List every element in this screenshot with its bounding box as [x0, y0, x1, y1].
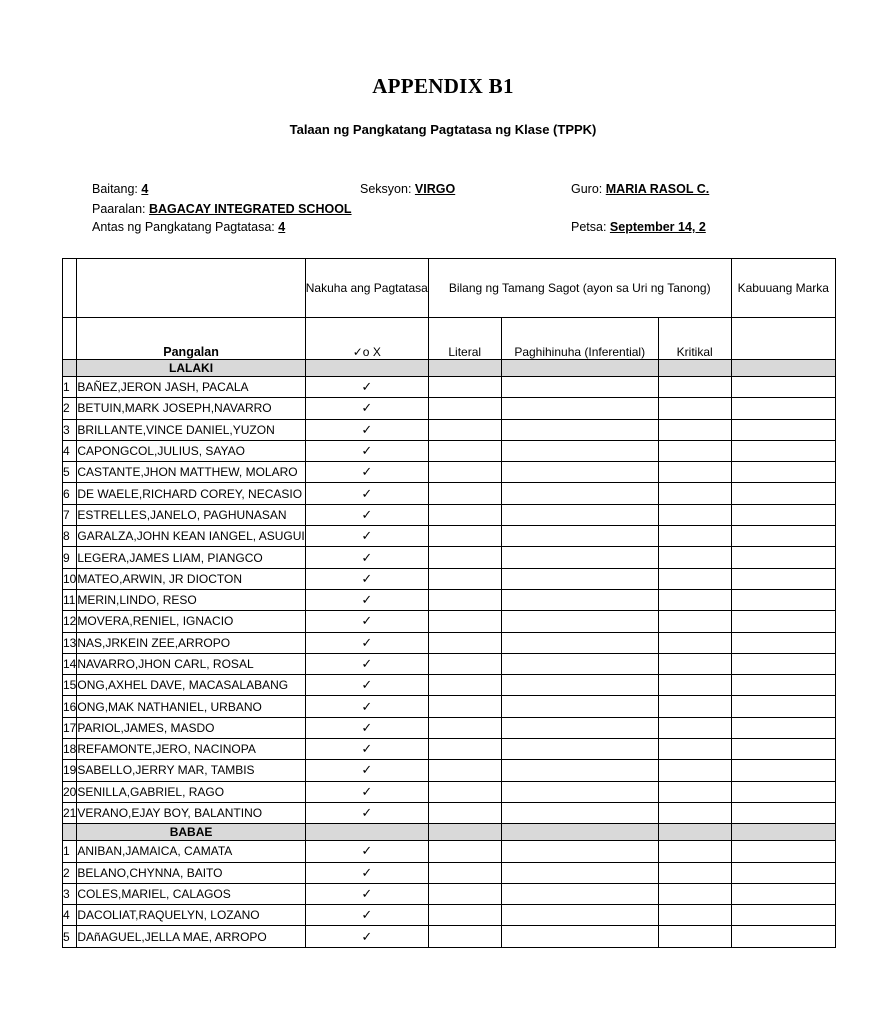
kabuuang-cell[interactable] [731, 675, 835, 696]
paghihinuha-cell[interactable] [501, 905, 658, 926]
kritikal-cell[interactable] [658, 377, 731, 398]
check-mark: ✓ [305, 802, 428, 823]
col-literal: Literal [428, 318, 501, 360]
kabuuang-cell[interactable] [731, 611, 835, 632]
table-row [63, 760, 836, 781]
group-cell [731, 360, 835, 377]
paghihinuha-cell[interactable] [501, 653, 658, 674]
kabuuang-cell[interactable] [731, 462, 835, 483]
literal-cell[interactable] [428, 611, 501, 632]
paghihinuha-cell[interactable] [501, 717, 658, 738]
seksyon-label: Seksyon: [360, 182, 412, 196]
check-mark: ✓ [305, 926, 428, 947]
row-number: 2 [63, 398, 77, 419]
literal-cell[interactable] [428, 739, 501, 760]
kritikal-cell[interactable] [658, 781, 731, 802]
kabuuang-cell[interactable] [731, 883, 835, 904]
student-name: DAñAGUEL,JELLA MAE, ARROPO [77, 926, 305, 947]
check-mark: ✓ [305, 675, 428, 696]
kritikal-cell[interactable] [658, 462, 731, 483]
kabuuang-cell[interactable] [731, 802, 835, 823]
literal-cell[interactable] [428, 547, 501, 568]
literal-cell[interactable] [428, 675, 501, 696]
kabuuang-cell[interactable] [731, 632, 835, 653]
baitang-field [92, 182, 148, 196]
literal-cell[interactable] [428, 653, 501, 674]
check-mark: ✓ [305, 696, 428, 717]
col-pangalan: Pangalan [77, 318, 305, 360]
guro-value: MARIA RASOL C. [605, 182, 710, 196]
student-name: CAPONGCOL,JULIUS, SAYAO [77, 440, 305, 461]
kritikal-cell[interactable] [658, 802, 731, 823]
table-row [63, 739, 836, 760]
check-mark: ✓ [305, 504, 428, 525]
paghihinuha-cell[interactable] [501, 398, 658, 419]
group-cell [501, 824, 658, 841]
check-mark: ✓ [305, 398, 428, 419]
petsa-field [571, 220, 706, 234]
table-row [63, 696, 836, 717]
group-cell [731, 824, 835, 841]
row-number: 15 [63, 675, 77, 696]
paghihinuha-cell[interactable] [501, 926, 658, 947]
check-mark: ✓ [305, 589, 428, 610]
literal-cell[interactable] [428, 377, 501, 398]
row-number: 1 [63, 841, 77, 862]
paghihinuha-cell[interactable] [501, 377, 658, 398]
student-name: SABELLO,JERRY MAR, TAMBIS [77, 760, 305, 781]
col-bilang: Bilang ng Tamang Sagot (ayon sa Uri ng Tanong) [428, 259, 731, 318]
row-number: 16 [63, 696, 77, 717]
kabuuang-cell[interactable] [731, 440, 835, 461]
kabuuang-cell[interactable] [731, 398, 835, 419]
student-name: BAÑEZ,JERON JASH, PACALA [77, 377, 305, 398]
literal-cell[interactable] [428, 589, 501, 610]
group-row [63, 824, 836, 841]
col-paghihinuha: Paghihinuha (Inferential) [501, 318, 658, 360]
table-row [63, 483, 836, 504]
group-cell [428, 360, 501, 377]
student-name: BETUIN,MARK JOSEPH,NAVARRO [77, 398, 305, 419]
paghihinuha-cell[interactable] [501, 440, 658, 461]
kabuuang-cell[interactable] [731, 696, 835, 717]
paghihinuha-cell[interactable] [501, 632, 658, 653]
student-name: ANIBAN,JAMAICA, CAMATA [77, 841, 305, 862]
kabuuang-cell[interactable] [731, 862, 835, 883]
row-number: 19 [63, 760, 77, 781]
literal-cell[interactable] [428, 504, 501, 525]
kritikal-cell[interactable] [658, 653, 731, 674]
student-name: PARIOL,JAMES, MASDO [77, 717, 305, 738]
check-mark: ✓ [305, 462, 428, 483]
kritikal-cell[interactable] [658, 526, 731, 547]
literal-cell[interactable] [428, 717, 501, 738]
paghihinuha-cell[interactable] [501, 589, 658, 610]
row-number: 5 [63, 926, 77, 947]
row-number: 14 [63, 653, 77, 674]
literal-cell[interactable] [428, 568, 501, 589]
check-mark: ✓ [305, 862, 428, 883]
literal-cell[interactable] [428, 802, 501, 823]
literal-cell[interactable] [428, 883, 501, 904]
blank-header-cell [731, 318, 835, 360]
kritikal-cell[interactable] [658, 483, 731, 504]
row-number: 13 [63, 632, 77, 653]
literal-cell[interactable] [428, 926, 501, 947]
kabuuang-cell[interactable] [731, 926, 835, 947]
kabuuang-cell[interactable] [731, 739, 835, 760]
paghihinuha-cell[interactable] [501, 568, 658, 589]
group-name: BABAE [77, 824, 305, 841]
row-number: 10 [63, 568, 77, 589]
student-name: GARALZA,JOHN KEAN IANGEL, ASUGUI [77, 526, 305, 547]
col-kabuuang: Kabuuang Marka [731, 259, 835, 318]
seksyon-value: VIRGO [414, 182, 456, 196]
seksyon-field [360, 182, 455, 196]
paghihinuha-cell[interactable] [501, 781, 658, 802]
petsa-label: Petsa: [571, 220, 607, 234]
table-row [63, 926, 836, 947]
kritikal-cell[interactable] [658, 905, 731, 926]
kabuuang-cell[interactable] [731, 905, 835, 926]
literal-cell[interactable] [428, 483, 501, 504]
literal-cell[interactable] [428, 696, 501, 717]
check-mark: ✓ [305, 653, 428, 674]
group-cell [428, 824, 501, 841]
tppk-table [62, 258, 836, 948]
table-row [63, 653, 836, 674]
check-mark: ✓ [305, 905, 428, 926]
table-row [63, 419, 836, 440]
petsa-value: September 14, 2 [609, 220, 706, 234]
paghihinuha-cell[interactable] [501, 504, 658, 525]
check-mark: ✓ [305, 739, 428, 760]
literal-cell[interactable] [428, 632, 501, 653]
literal-cell[interactable] [428, 398, 501, 419]
table-row [63, 504, 836, 525]
kritikal-cell[interactable] [658, 419, 731, 440]
literal-cell[interactable] [428, 905, 501, 926]
kabuuang-cell[interactable] [731, 504, 835, 525]
page-subtitle: Talaan ng Pangkatang Pagtatasa ng Klase (TPPK) [289, 122, 597, 137]
student-rows [63, 360, 836, 948]
table-row [63, 589, 836, 610]
kabuuang-cell[interactable] [731, 841, 835, 862]
kritikal-cell[interactable] [658, 883, 731, 904]
check-mark: ✓ [305, 632, 428, 653]
kritikal-cell[interactable] [658, 547, 731, 568]
header-row-1 [63, 259, 836, 318]
group-cell [305, 824, 428, 841]
check-mark: ✓ [305, 568, 428, 589]
table-row [63, 802, 836, 823]
row-number: 20 [63, 781, 77, 802]
paghihinuha-cell[interactable] [501, 611, 658, 632]
row-number: 18 [63, 739, 77, 760]
kabuuang-cell[interactable] [731, 419, 835, 440]
table-row [63, 377, 836, 398]
page-title: APPENDIX B1 [372, 74, 514, 98]
table-row [63, 862, 836, 883]
row-number: 3 [63, 419, 77, 440]
paaralan-label: Paaralan: [92, 202, 146, 216]
kabuuang-cell[interactable] [731, 653, 835, 674]
student-name: NAVARRO,JHON CARL, ROSAL [77, 653, 305, 674]
student-name: MOVERA,RENIEL, IGNACIO [77, 611, 305, 632]
student-name: MERIN,LINDO, RESO [77, 589, 305, 610]
kabuuang-cell[interactable] [731, 781, 835, 802]
table-row [63, 841, 836, 862]
student-name: REFAMONTE,JERO, NACINOPA [77, 739, 305, 760]
paghihinuha-cell[interactable] [501, 483, 658, 504]
kabuuang-cell[interactable] [731, 483, 835, 504]
literal-cell[interactable] [428, 862, 501, 883]
row-number: 6 [63, 483, 77, 504]
paaralan-field [92, 202, 352, 216]
kabuuang-cell[interactable] [731, 717, 835, 738]
student-name: COLES,MARIEL, CALAGOS [77, 883, 305, 904]
group-cell [658, 824, 731, 841]
row-number: 9 [63, 547, 77, 568]
kritikal-cell[interactable] [658, 841, 731, 862]
antas-value: 4 [278, 220, 286, 234]
student-name: DE WAELE,RICHARD COREY, NECASIO [77, 483, 305, 504]
literal-cell[interactable] [428, 841, 501, 862]
table-row [63, 547, 836, 568]
row-number: 3 [63, 883, 77, 904]
kabuuang-cell[interactable] [731, 568, 835, 589]
kabuuang-cell[interactable] [731, 589, 835, 610]
paghihinuha-cell[interactable] [501, 802, 658, 823]
group-name: LALAKI [77, 360, 305, 377]
kritikal-cell[interactable] [658, 926, 731, 947]
row-number: 8 [63, 526, 77, 547]
group-cell [305, 360, 428, 377]
paghihinuha-cell[interactable] [501, 841, 658, 862]
check-mark: ✓ [305, 760, 428, 781]
table-row [63, 883, 836, 904]
kabuuang-cell[interactable] [731, 547, 835, 568]
check-mark: ✓ [305, 611, 428, 632]
literal-cell[interactable] [428, 419, 501, 440]
check-mark: ✓ [305, 526, 428, 547]
check-mark: ✓ [305, 717, 428, 738]
guro-label: Guro: [571, 182, 603, 196]
kritikal-cell[interactable] [658, 675, 731, 696]
paghihinuha-cell[interactable] [501, 419, 658, 440]
row-number: 11 [63, 589, 77, 610]
table-row [63, 526, 836, 547]
literal-cell[interactable] [428, 781, 501, 802]
col-nakuha: Nakuha ang Pagtatasa [305, 259, 428, 318]
paghihinuha-cell[interactable] [501, 696, 658, 717]
paghihinuha-cell[interactable] [501, 862, 658, 883]
kabuuang-cell[interactable] [731, 377, 835, 398]
antas-label: Antas ng Pangkatang Pagtatasa: [92, 220, 275, 234]
paghihinuha-cell[interactable] [501, 526, 658, 547]
table-row [63, 905, 836, 926]
table-row [63, 781, 836, 802]
table-row [63, 440, 836, 461]
row-number: 7 [63, 504, 77, 525]
paghihinuha-cell[interactable] [501, 883, 658, 904]
kritikal-cell[interactable] [658, 398, 731, 419]
check-mark: ✓ [305, 483, 428, 504]
kabuuang-cell[interactable] [731, 760, 835, 781]
student-name: ONG,AXHEL DAVE, MACASALABANG [77, 675, 305, 696]
row-number: 5 [63, 462, 77, 483]
literal-cell[interactable] [428, 462, 501, 483]
guro-field [571, 182, 709, 196]
paghihinuha-cell[interactable] [501, 462, 658, 483]
group-row [63, 360, 836, 377]
kritikal-cell[interactable] [658, 739, 731, 760]
paghihinuha-cell[interactable] [501, 675, 658, 696]
kritikal-cell[interactable] [658, 760, 731, 781]
kritikal-cell[interactable] [658, 696, 731, 717]
row-number: 2 [63, 862, 77, 883]
student-name: CASTANTE,JHON MATTHEW, MOLARO [77, 462, 305, 483]
group-cell [501, 360, 658, 377]
literal-cell[interactable] [428, 440, 501, 461]
check-mark: ✓ [305, 883, 428, 904]
check-mark: ✓ [305, 377, 428, 398]
check-mark: ✓ [305, 419, 428, 440]
group-cell [658, 360, 731, 377]
student-name: MATEO,ARWIN, JR DIOCTON [77, 568, 305, 589]
col-check: ✓o X [305, 318, 428, 360]
row-number: 21 [63, 802, 77, 823]
blank-header-cell [63, 318, 77, 360]
blank-header-cell [77, 259, 305, 318]
header-row-2 [63, 318, 836, 360]
paghihinuha-cell[interactable] [501, 547, 658, 568]
student-name: NAS,JRKEIN ZEE,ARROPO [77, 632, 305, 653]
kritikal-cell[interactable] [658, 717, 731, 738]
check-mark: ✓ [305, 440, 428, 461]
table-row [63, 717, 836, 738]
paghihinuha-cell[interactable] [501, 760, 658, 781]
group-num-cell [63, 360, 77, 377]
literal-cell[interactable] [428, 526, 501, 547]
student-name: DACOLIAT,RAQUELYN, LOZANO [77, 905, 305, 926]
kritikal-cell[interactable] [658, 611, 731, 632]
paghihinuha-cell[interactable] [501, 739, 658, 760]
table-row [63, 611, 836, 632]
blank-header-cell [63, 259, 77, 318]
row-number: 4 [63, 440, 77, 461]
kabuuang-cell[interactable] [731, 526, 835, 547]
kritikal-cell[interactable] [658, 504, 731, 525]
row-number: 4 [63, 905, 77, 926]
check-mark: ✓ [305, 841, 428, 862]
table-row [63, 675, 836, 696]
literal-cell[interactable] [428, 760, 501, 781]
row-number: 17 [63, 717, 77, 738]
col-kritikal: Kritikal [658, 318, 731, 360]
paaralan-value: BAGACAY INTEGRATED SCHOOL [149, 202, 352, 216]
kritikal-cell[interactable] [658, 568, 731, 589]
check-mark: ✓ [305, 781, 428, 802]
kritikal-cell[interactable] [658, 862, 731, 883]
check-mark: ✓ [305, 547, 428, 568]
table-row [63, 568, 836, 589]
student-name: SENILLA,GABRIEL, RAGO [77, 781, 305, 802]
table-row [63, 462, 836, 483]
table-row [63, 632, 836, 653]
row-number: 12 [63, 611, 77, 632]
baitang-label: Baitang: [92, 182, 138, 196]
student-name: LEGERA,JAMES LIAM, PIANGCO [77, 547, 305, 568]
kritikal-cell[interactable] [658, 440, 731, 461]
student-name: BRILLANTE,VINCE DANIEL,YUZON [77, 419, 305, 440]
row-number: 1 [63, 377, 77, 398]
kritikal-cell[interactable] [658, 589, 731, 610]
table-row [63, 398, 836, 419]
student-name: ONG,MAK NATHANIEL, URBANO [77, 696, 305, 717]
baitang-value: 4 [141, 182, 149, 196]
student-name: VERANO,EJAY BOY, BALANTINO [77, 802, 305, 823]
kritikal-cell[interactable] [658, 632, 731, 653]
student-name: ESTRELLES,JANELO, PAGHUNASAN [77, 504, 305, 525]
group-num-cell [63, 824, 77, 841]
student-name: BELANO,CHYNNA, BAITO [77, 862, 305, 883]
antas-field [92, 220, 285, 234]
